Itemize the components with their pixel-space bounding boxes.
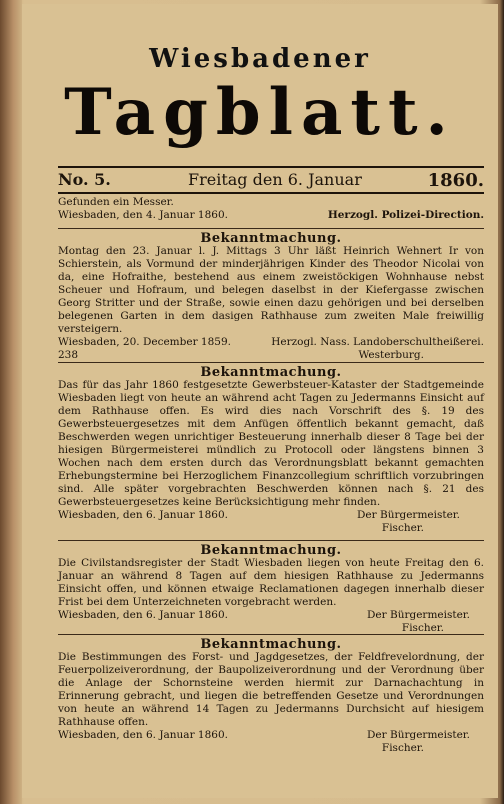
notice-signature: Fischer. — [401, 622, 444, 634]
notice-heading: Bekanntmachung. — [200, 231, 342, 246]
notice-authority: Herzogl. Nass. Landoberschultheißerei. — [271, 336, 484, 348]
notice-title: Der Bürgermeister. — [367, 609, 470, 621]
newspaper-page — [22, 4, 498, 798]
masthead-top: Wiesbadener — [149, 44, 371, 74]
notice-signature: Westerburg. — [358, 349, 424, 361]
notice-place-date: Wiesbaden, den 4. Januar 1860. — [58, 209, 228, 221]
notice-signature: Fischer. — [381, 522, 424, 534]
notice-signature: Fischer. — [381, 742, 424, 754]
notice-heading: Bekanntmachung. — [200, 543, 342, 558]
notice-heading: Bekanntmachung. — [200, 637, 342, 652]
divider — [58, 228, 484, 229]
divider — [58, 540, 484, 541]
notice-place-date: Wiesbaden, den 6. Januar 1860. — [58, 609, 228, 621]
notice-place-date: Wiesbaden, den 6. Januar 1860. — [58, 509, 228, 521]
notice-body: Die Civilstandsregister der Stadt Wiesbaden liegen von heute Freitag den 6. Januar an während 8 Tagen auf dem hiesigen Rathhause zu Jedermanns Einsicht offen, und können etwaige Reclamationen dagegen innerhalb dieser Frist bei dem Unterzeichneten vorgebracht werden. — [58, 557, 484, 608]
issue-date: Freitag den 6. Januar — [188, 170, 362, 189]
notice-number: 238 — [58, 349, 79, 361]
notice-tax-register — [58, 366, 484, 535]
notice-auction — [58, 232, 484, 362]
notice-found — [58, 196, 484, 222]
issue-number: No. 5. — [58, 170, 111, 189]
notice-regulations — [58, 638, 484, 755]
notice-text: Gefunden ein Messer. — [58, 196, 174, 208]
notice-title: Der Bürgermeister. — [357, 509, 460, 521]
notice-place-date: Wiesbaden, 20. December 1859. — [58, 336, 231, 348]
notice-title: Der Bürgermeister. — [367, 729, 470, 741]
issue-line — [58, 166, 484, 194]
issue-year: 1860. — [427, 170, 484, 191]
divider — [58, 362, 484, 363]
notice-place-date: Wiesbaden, den 6. Januar 1860. — [58, 729, 228, 741]
notice-authority: Herzogl. Polizei-Direction. — [327, 209, 484, 221]
notice-heading: Bekanntmachung. — [200, 365, 342, 380]
masthead — [22, 44, 498, 150]
notice-body: Das für das Jahr 1860 festgesetzte Gewerbsteuer-Kataster der Stadtgemeinde Wiesbaden liegt von heute an während acht Tagen zu Jedermanns Einsicht auf dem Rathhause offen. Es wird dies nach Vorschrift des §. 19 des Gewerbsteuergesetzes mit dem Anfügen öffentlich bekannt gemacht, daß Beschwerden wegen unrichtiger Besteuerung innerhalb dieser 8 Tage bei der hiesigen Bürgermeisterei mündlich zu Protocoll oder längstens binnen 3 Wochen nach dem ersten durch das Verordnungsblatt bekannt gemachten Erhebungstermine bei Herzoglichem Finanzcollegium schriftlich vorzubringen sind. Alle später vorgebrachten Beschwerden können nach §. 21 des Gewerbsteuergesetzes keine Berücksichtigung mehr finden. — [58, 379, 484, 508]
notice-civil-register — [58, 544, 484, 635]
divider — [58, 634, 484, 635]
notice-body: Montag den 23. Januar l. J. Mittags 3 Uhr läßt Heinrich Wehnert Ir von Schierstein, als Vormund der minderjährigen Kinder des Theodor Nicolai von da, eine Hofraithe, bestehend aus einem zweistöckigen Wohnhause nebst Scheuer und Hofraum, und belegen daselbst in der Kiefergasse zwischen Georg Stritter und der Straße, sowie einen dazu gehörigen und bei derselben belegenen Garten in dem dasigen Rathhause zum zweiten Male freiwillig versteigern. — [58, 245, 484, 335]
masthead-title: Tagblatt. — [64, 75, 456, 150]
notice-body: Die Bestimmungen des Forst- und Jagdgesetzes, der Feldfrevelordnung, der Feuerpolizeiverordnung, der Baupolizeiverordnung und der Verordnung über die Anlage der Schornsteine werden hiermit zur Darnachachtung in Erinnerung gebracht, und liegen die betreffenden Gesetze und Verordnungen von heute an während 14 Tagen zu Jedermanns Durchsicht auf hiesigem Rathhause offen. — [58, 651, 484, 728]
book-binding — [0, 0, 22, 804]
